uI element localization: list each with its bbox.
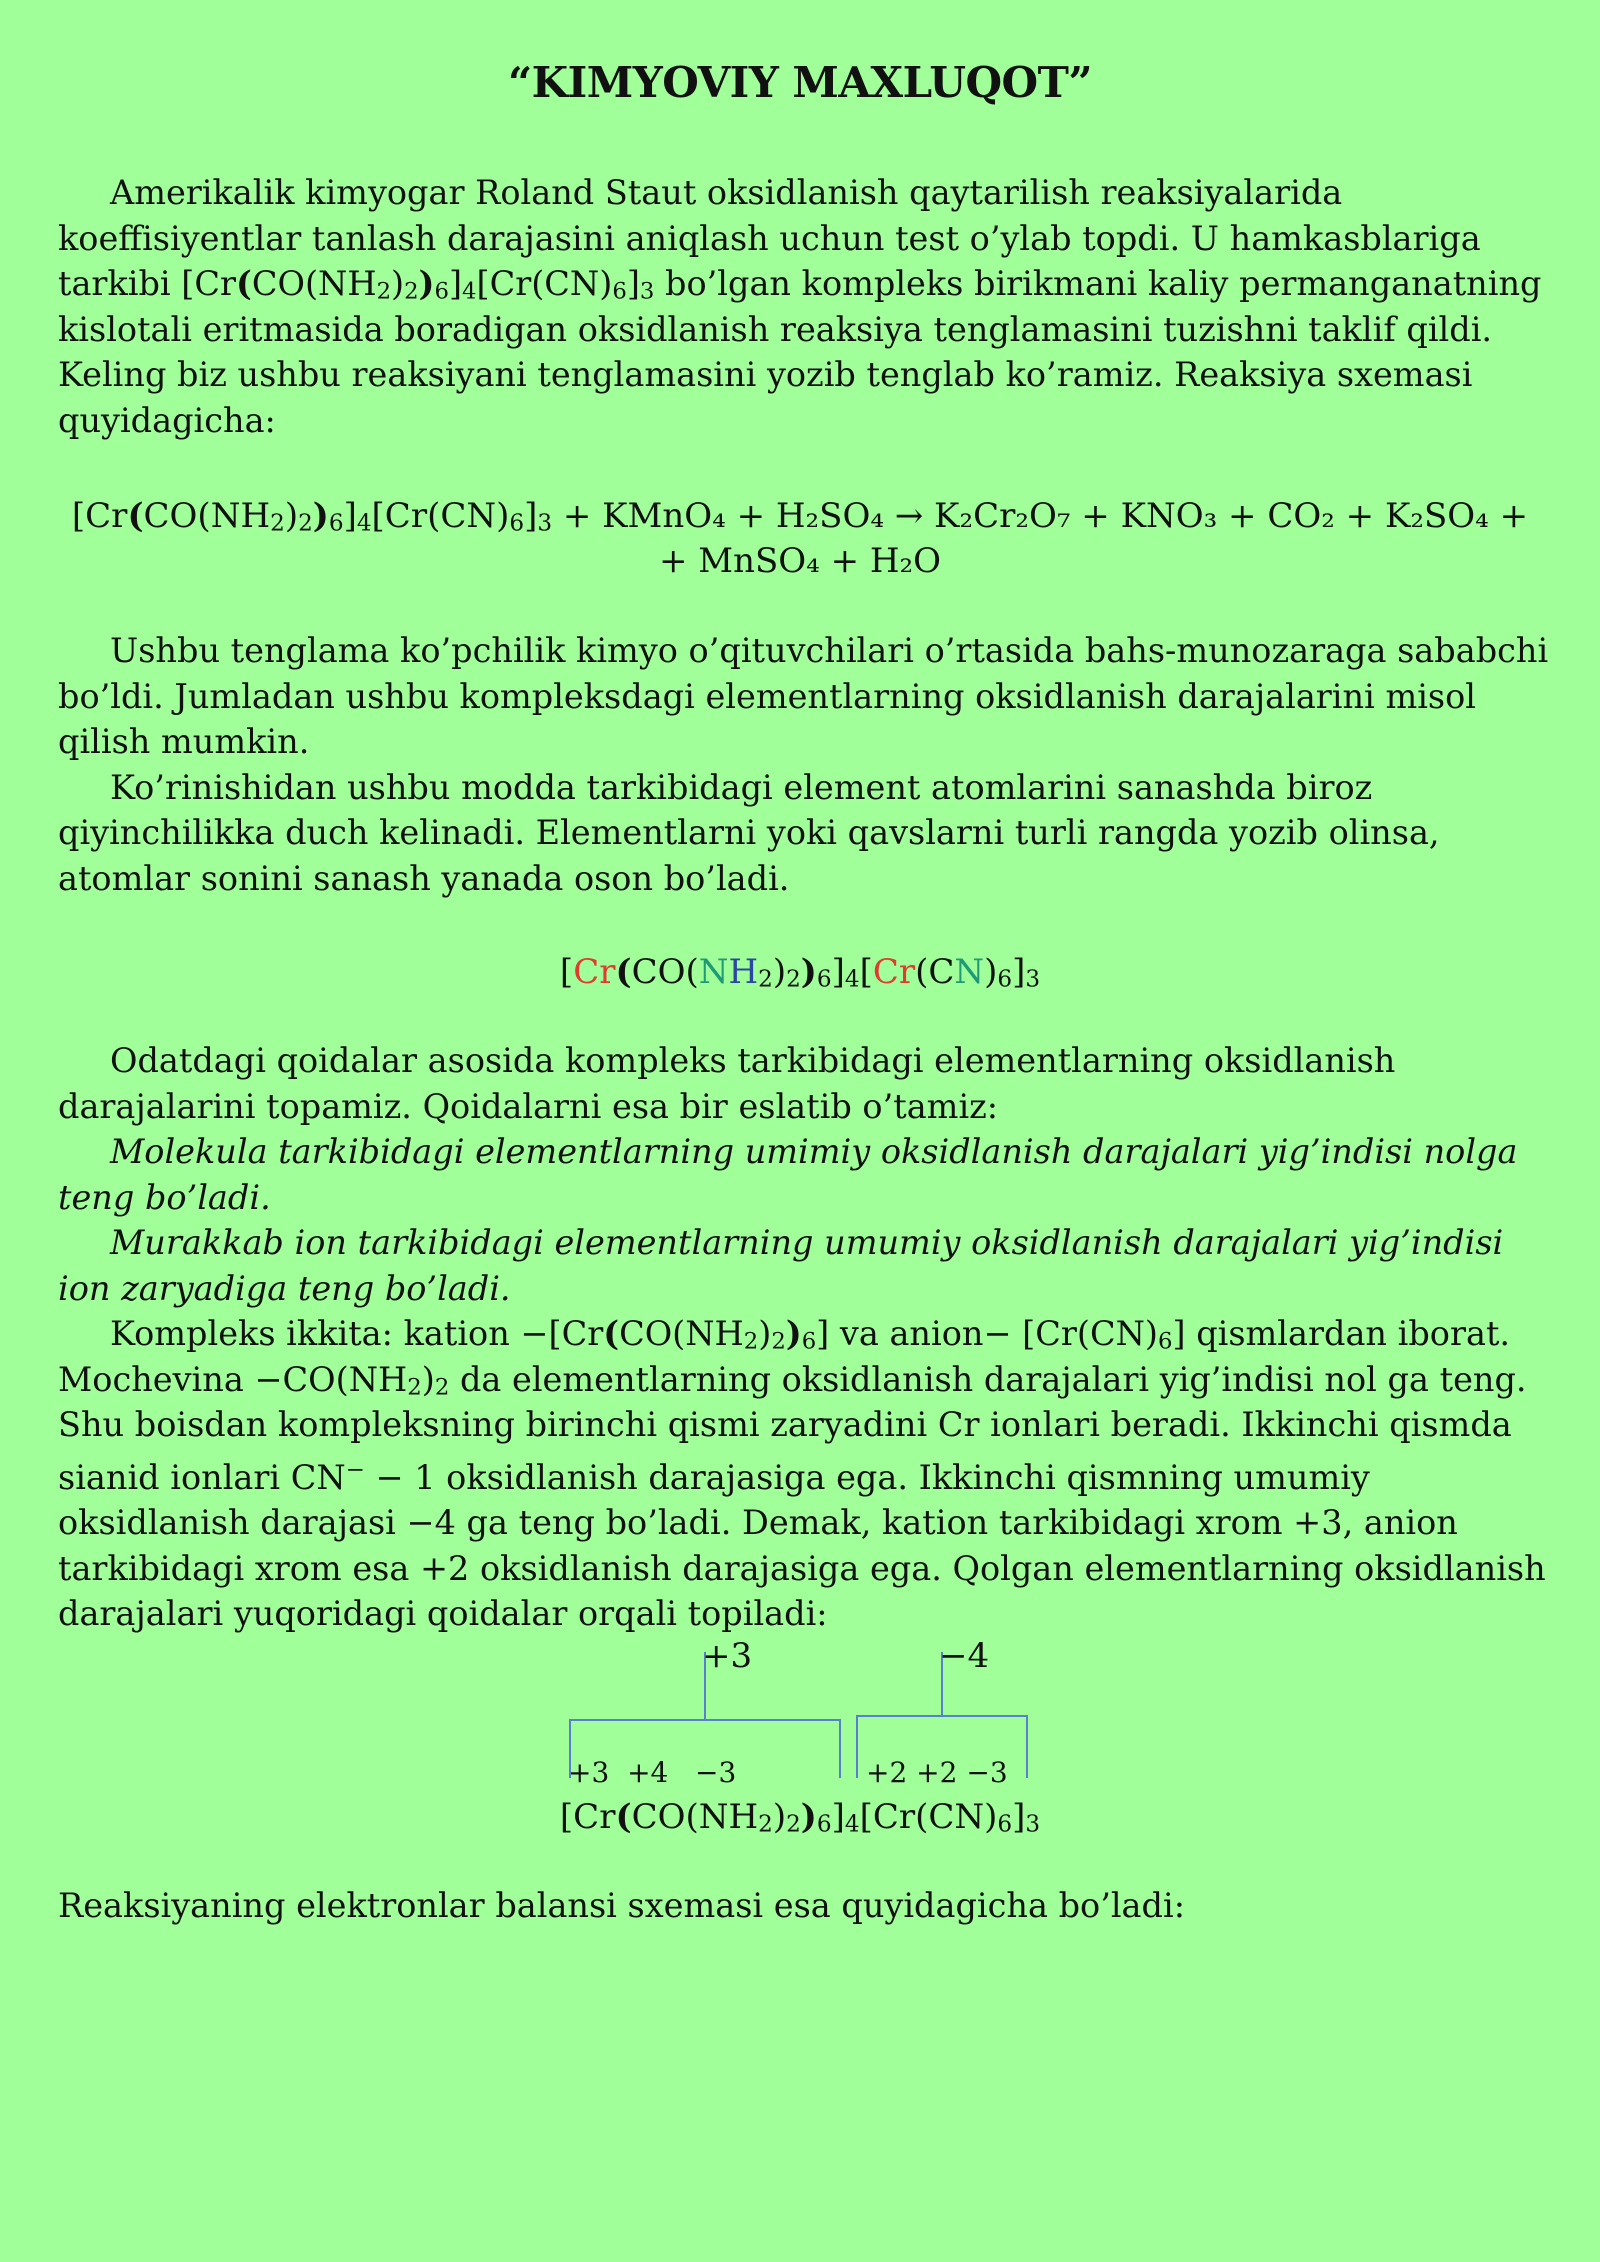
- colored-formula: $[Cr(CO(NH_2)_2)_6]_4[Cr(CN)_6]_3$: [559, 952, 1041, 993]
- equation-rest: + KMnO₄ + H₂SO₄ → K₂Cr₂O₇ + KNO₃ + CO₂ + K₂SO₄ +: [552, 496, 1529, 536]
- final-block: [58, 1883, 1558, 1929]
- paragraph-counting: Ko’rinishidan ushbu modda tarkibidagi element atomlarini sanashda biroz qiyinchilikka duch kelinadi. Elementlarni yoki qavslarni turli rangda yozib olinsa, atomlar sonini sanash yanada oson bo’ladi.: [58, 767, 1440, 898]
- equation-line-2: + MnSO₄ + H₂O: [658, 541, 942, 581]
- anion-formula: $[Cr(CN)_6]$: [1022, 1314, 1186, 1355]
- anion-oxidation-states: +2 +2 −3: [866, 1756, 1008, 1789]
- paragraph-debate: Ushbu tenglama ko’pchilik kimyo o’qituvchilari o’rtasida bahs-munozaraga sababchi bo’ldi. Jumladan ushbu kompleksdagi elementlarning oksidlanish darajalarini misol qilish mumkin.: [58, 631, 1549, 761]
- rule-molecule: Molekula tarkibidagi elementlarning umimiy oksidlanish darajalari yig’indisi nolga teng bo’ladi.: [58, 1132, 1518, 1217]
- rule-complex-ion: Murakkab ion tarkibidagi elementlarning umumiy oksidlanish darajalari yig’indisi ion zaryadiga teng bo’ladi.: [58, 1223, 1504, 1308]
- paragraph-rules-intro: Odatdagi qoidalar asosida kompleks tarkibidagi elementlarning oksidlanish darajalarini topamiz. Qoidalarni esa bir eslatib o’tamiz:: [58, 1041, 1396, 1126]
- intro-text-2: bo’lgan kompleks birikmani kaliy permanganatning kislotali eritmasida boradigan oksidlanish reaksiya tenglamasini tuzishni taklif qildi. Keling biz ushbu reaksiyani tenglamasini yozib tenglab ko’ramiz. Reaksiya sxemasi quyidagicha:: [58, 264, 1542, 440]
- cyanide-formula: CN−: [290, 1456, 365, 1497]
- diagram-formula: $[Cr(CO(NH_2)_2)_6]_4[Cr(CN)_6]_3$: [559, 1797, 1041, 1838]
- urea-formula: $CO(NH_2)_2$: [282, 1359, 450, 1400]
- page-title: “KIMYOVIY MAXLUQOT”: [507, 58, 1093, 107]
- anion-charge-label: −4: [939, 1636, 990, 1676]
- intro-text-1: Amerikalik kimyogar Roland Staut oksidlanish qaytarilish reaksiyalarida koeffisiyentlar tanlash darajasini aniqlash uchun test o’ylab topdi. U hamkasblariga tarkibi: [58, 173, 1481, 303]
- complex-formula-inline: $[Cr(CO(NH_2)_2)_6]_4[Cr(CN)_6]_3$: [181, 264, 655, 305]
- paragraph-electron-balance: Reaksiyaning elektronlar balansi sxemasi esa quyidagicha bo’ladi:: [58, 1886, 1185, 1925]
- complex-formula: $[Cr(CO(NH_2)_2)_6]_4[Cr(CN)_6]_3$: [71, 496, 553, 537]
- cation-oxidation-states: +3 +4 −3: [568, 1756, 737, 1789]
- cation-charge-label: +3: [702, 1636, 753, 1676]
- cation-formula: $[Cr(CO(NH_2)_2)_6]$: [548, 1314, 830, 1355]
- paragraph-explanation: Kompleks ikkita: kation $-[Cr(CO(NH_2)_2)_6]$ va anion− $[Cr(CN)_6]$ qismlardan iborat. Mochevina $-CO(NH_2)_2$ da elementlarning oksidlanish darajalari yig’indisi nol ga teng. Shu boisdan kompleksning birinchi qismi zaryadini Cr ionlari beradi. Ikkinchi qismda sianid ionlari CN− − 1 oksidlanish darajasiga ega. Ikkinchi qismning umumiy oksidlanish darajasi −4 ga teng bo’ladi. Demak, kation tarkibidagi xrom +3, anion tarkibidagi xrom esa +2 oksidlanish darajasiga ega. Qolgan elementlarning oksidlanish darajalari yuqoridagi qoidalar orqali topiladi:: [58, 1314, 1546, 1634]
